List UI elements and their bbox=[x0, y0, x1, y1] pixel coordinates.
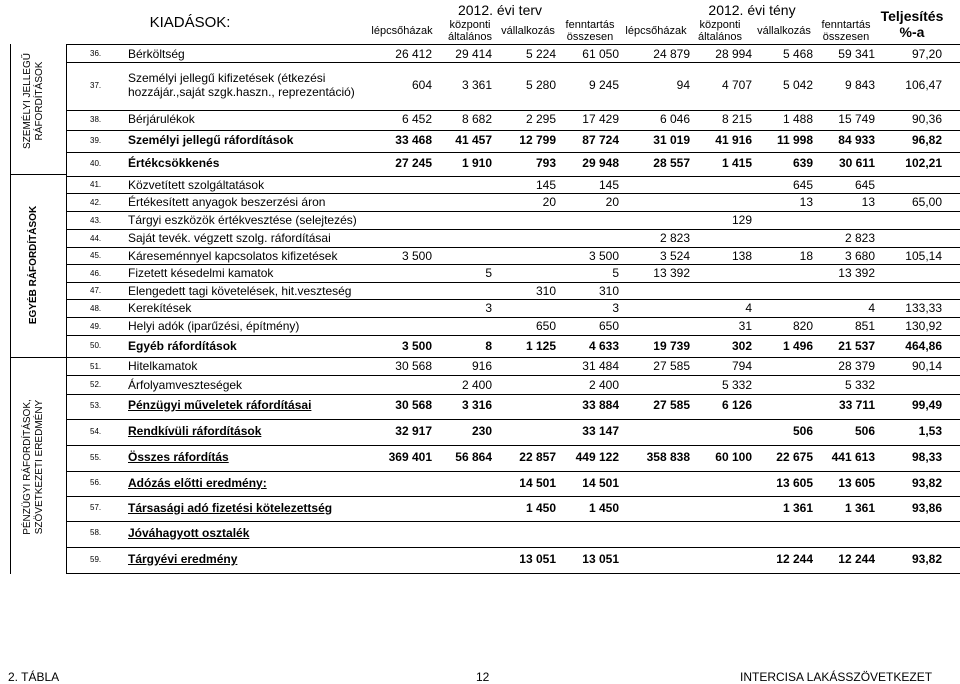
row-label: Bérjárulékok bbox=[128, 112, 195, 126]
row-label: Értékcsökkenés bbox=[128, 156, 220, 170]
value-cell: 3 680 bbox=[844, 248, 875, 263]
value-cell: 5 468 bbox=[782, 46, 813, 61]
footer-page-number: 12 bbox=[476, 670, 490, 684]
value-cell: 464,86 bbox=[905, 338, 942, 353]
value-cell: 87 724 bbox=[582, 133, 619, 147]
value-cell: 11 998 bbox=[776, 133, 813, 147]
value-cell: 31 484 bbox=[582, 359, 619, 373]
row-number: 56. bbox=[90, 478, 102, 487]
header-divider bbox=[66, 44, 960, 45]
value-cell: 3 500 bbox=[401, 248, 432, 263]
row-label: Tárgyévi eredmény bbox=[128, 552, 238, 566]
row-number: 37. bbox=[90, 80, 102, 90]
value-cell: 13 051 bbox=[519, 552, 556, 566]
completion-heading: Teljesítés bbox=[880, 8, 944, 24]
row-label: Közvetített szolgáltatások bbox=[128, 177, 265, 192]
row-number: 43. bbox=[90, 215, 102, 225]
value-cell: 5 bbox=[485, 266, 492, 280]
value-cell: 28 557 bbox=[653, 156, 690, 170]
value-cell bbox=[862, 521, 942, 544]
bottom-border bbox=[66, 573, 960, 574]
value-cell: 2 400 bbox=[461, 377, 492, 392]
table-row bbox=[68, 375, 960, 394]
row-label: Helyi adók (iparűzési, építmény) bbox=[128, 319, 300, 333]
table-row bbox=[68, 176, 960, 193]
row-number: 58. bbox=[90, 528, 102, 537]
value-cell: 93,86 bbox=[911, 500, 942, 515]
value-cell: 33 884 bbox=[582, 398, 619, 412]
col-kozponti-actual-2: általános bbox=[697, 31, 743, 43]
table-row bbox=[68, 152, 960, 174]
value-cell: 99,49 bbox=[911, 398, 942, 412]
value-cell bbox=[862, 282, 942, 299]
value-cell: 230 bbox=[471, 424, 492, 438]
row-label: Káreseménnyel kapcsolatos kifizetések bbox=[128, 248, 338, 263]
row-divider bbox=[66, 211, 960, 212]
row-divider bbox=[66, 193, 960, 194]
value-cell: 650 bbox=[598, 319, 619, 333]
table-row bbox=[68, 110, 960, 128]
value-cell: 1 496 bbox=[782, 338, 813, 353]
value-cell: 129 bbox=[731, 213, 752, 227]
value-cell: 2 823 bbox=[844, 231, 875, 245]
col-fenntartas-plan-2: összesen bbox=[566, 31, 614, 43]
row-divider bbox=[66, 282, 960, 283]
value-cell: 1 450 bbox=[525, 500, 556, 515]
value-cell: 645 bbox=[854, 177, 875, 192]
value-cell: 31 019 bbox=[653, 133, 690, 147]
row-number: 38. bbox=[90, 114, 102, 124]
value-cell: 145 bbox=[535, 177, 556, 192]
value-cell: 96,82 bbox=[911, 133, 942, 147]
row-number: 57. bbox=[90, 503, 102, 512]
row-divider bbox=[66, 496, 960, 497]
row-label: Személyi jellegű ráfordítások bbox=[128, 133, 294, 147]
value-cell: 1 361 bbox=[782, 500, 813, 515]
row-divider bbox=[66, 176, 960, 177]
col-kozponti-actual-1: központi bbox=[699, 19, 741, 31]
row-number: 53. bbox=[90, 400, 102, 410]
value-cell: 3 bbox=[612, 301, 619, 315]
footer-right: INTERCISA LAKÁSSZÖVETKEZET bbox=[740, 670, 933, 684]
value-cell: 1 361 bbox=[844, 500, 875, 515]
section-divider bbox=[10, 357, 66, 358]
value-cell: 21 537 bbox=[838, 338, 875, 353]
value-cell: 13 051 bbox=[582, 552, 619, 566]
value-cell: 33 711 bbox=[838, 398, 875, 412]
table-row bbox=[68, 211, 960, 229]
table-row bbox=[68, 45, 960, 62]
value-cell: 2 295 bbox=[525, 112, 556, 126]
value-cell: 3 bbox=[485, 301, 492, 315]
value-cell: 302 bbox=[731, 338, 752, 353]
row-divider bbox=[66, 375, 960, 376]
row-number: 48. bbox=[90, 303, 102, 313]
value-cell: 1,53 bbox=[918, 424, 942, 438]
value-cell: 793 bbox=[535, 156, 556, 170]
value-cell bbox=[862, 176, 942, 193]
row-divider bbox=[66, 357, 960, 358]
row-number: 47. bbox=[90, 286, 102, 295]
value-cell: 33 468 bbox=[395, 133, 432, 147]
row-divider bbox=[66, 299, 960, 300]
table-row bbox=[68, 193, 960, 211]
table-row bbox=[68, 317, 960, 335]
value-cell: 506 bbox=[854, 424, 875, 438]
value-cell: 441 613 bbox=[831, 450, 875, 464]
row-label: Bérköltség bbox=[128, 46, 185, 61]
row-label: Egyéb ráfordítások bbox=[128, 338, 237, 353]
value-cell: 8 bbox=[485, 338, 492, 353]
value-cell: 12 244 bbox=[776, 552, 813, 566]
value-cell: 17 429 bbox=[582, 112, 619, 126]
value-cell: 29 414 bbox=[455, 46, 492, 61]
value-cell: 30 611 bbox=[838, 156, 875, 170]
value-cell: 369 401 bbox=[388, 450, 432, 464]
value-cell: 9 843 bbox=[844, 78, 875, 92]
value-cell: 105,14 bbox=[905, 248, 942, 263]
value-cell: 650 bbox=[535, 319, 556, 333]
footer-left: 2. TÁBLA bbox=[8, 670, 60, 684]
value-cell: 28 379 bbox=[838, 359, 875, 373]
value-cell: 145 bbox=[598, 177, 619, 192]
value-cell: 9 245 bbox=[588, 78, 619, 92]
value-cell: 3 524 bbox=[659, 248, 690, 263]
value-cell: 41 916 bbox=[715, 133, 752, 147]
row-divider bbox=[66, 317, 960, 318]
value-cell: 90,36 bbox=[911, 112, 942, 126]
kiadasok-heading: KIADÁSOK: bbox=[149, 14, 231, 31]
side-divider bbox=[10, 44, 11, 574]
value-cell: 6 046 bbox=[659, 112, 690, 126]
value-cell: 2 400 bbox=[588, 377, 619, 392]
value-cell: 639 bbox=[792, 156, 813, 170]
value-cell: 5 332 bbox=[721, 377, 752, 392]
value-cell: 1 910 bbox=[461, 156, 492, 170]
value-cell: 1 415 bbox=[721, 156, 752, 170]
value-cell: 15 749 bbox=[838, 112, 875, 126]
row-divider bbox=[66, 445, 960, 446]
row-label: Saját tevék. végzett szolg. ráfordításai bbox=[128, 231, 331, 245]
value-cell bbox=[862, 229, 942, 247]
value-cell: 13 392 bbox=[838, 266, 875, 280]
row-divider bbox=[66, 521, 960, 522]
value-cell: 30 568 bbox=[395, 359, 432, 373]
value-cell: 449 122 bbox=[575, 450, 619, 464]
value-cell: 27 585 bbox=[653, 359, 690, 373]
row-label: Jóváhagyott osztalék bbox=[128, 525, 250, 540]
value-cell: 1 488 bbox=[782, 112, 813, 126]
row-divider bbox=[66, 110, 960, 111]
value-cell: 1 125 bbox=[525, 338, 556, 353]
col-vallalkozas-plan: vállalkozás bbox=[501, 25, 555, 37]
table-row bbox=[68, 282, 960, 299]
value-cell bbox=[862, 375, 942, 394]
value-cell: 1 450 bbox=[588, 500, 619, 515]
row-label: Hitelkamatok bbox=[128, 359, 198, 373]
row-number: 54. bbox=[90, 426, 102, 436]
left-border bbox=[66, 44, 67, 574]
row-number: 55. bbox=[90, 452, 102, 462]
section-divider bbox=[10, 174, 66, 175]
value-cell: 5 280 bbox=[525, 78, 556, 92]
value-cell: 916 bbox=[471, 359, 492, 373]
row-number: 49. bbox=[90, 321, 102, 331]
table-row bbox=[68, 547, 960, 571]
value-cell: 59 341 bbox=[838, 46, 875, 61]
value-cell: 13 605 bbox=[776, 475, 813, 490]
value-cell: 93,82 bbox=[911, 552, 942, 566]
row-label: Személyi jellegű kifizetések (étkezési hozzájár.,saját szgk.haszn., reprezentáció) bbox=[128, 71, 355, 99]
col-kozponti-plan-1: központi bbox=[449, 19, 491, 31]
value-cell: 820 bbox=[792, 319, 813, 333]
value-cell: 4 bbox=[868, 301, 875, 315]
value-cell: 12 244 bbox=[838, 552, 875, 566]
value-cell: 358 838 bbox=[646, 450, 690, 464]
value-cell: 93,82 bbox=[911, 475, 942, 490]
value-cell: 13 bbox=[861, 195, 875, 209]
row-label: Társasági adó fizetési kötelezettség bbox=[128, 500, 333, 515]
col-fenntartas-actual-2: összesen bbox=[822, 31, 870, 43]
value-cell: 97,20 bbox=[911, 46, 942, 61]
value-cell bbox=[862, 211, 942, 229]
value-cell: 106,47 bbox=[905, 78, 942, 92]
row-divider bbox=[66, 335, 960, 336]
value-cell: 3 500 bbox=[401, 338, 432, 353]
value-cell: 310 bbox=[598, 283, 619, 298]
value-cell: 18 bbox=[799, 248, 813, 263]
value-cell: 3 316 bbox=[461, 398, 492, 412]
value-cell: 13 bbox=[799, 195, 813, 209]
value-cell: 14 501 bbox=[582, 475, 619, 490]
completion-pct-heading: %-a bbox=[899, 24, 925, 40]
value-cell: 851 bbox=[854, 319, 875, 333]
value-cell: 5 224 bbox=[525, 46, 556, 61]
col-fenntartas-plan-1: fenntartás bbox=[565, 19, 615, 31]
row-number: 46. bbox=[90, 268, 102, 278]
table-row bbox=[68, 496, 960, 519]
col-lepcsohazak-actual: lépcsőházak bbox=[625, 25, 687, 37]
actual-year-heading: 2012. évi tény bbox=[708, 2, 796, 18]
side-label-egyeb: EGYÉB RÁFORDÍTÁSOK bbox=[28, 205, 39, 325]
value-cell: 5 332 bbox=[844, 377, 875, 392]
value-cell: 24 879 bbox=[653, 46, 690, 61]
value-cell: 102,21 bbox=[905, 156, 942, 170]
value-cell: 14 501 bbox=[519, 475, 556, 490]
value-cell bbox=[862, 264, 942, 282]
col-vallalkozas-actual: vállalkozás bbox=[757, 25, 811, 37]
col-fenntartas-actual-1: fenntartás bbox=[821, 19, 871, 31]
row-number: 36. bbox=[90, 49, 102, 58]
row-divider bbox=[66, 547, 960, 548]
row-divider bbox=[66, 247, 960, 248]
value-cell: 506 bbox=[792, 424, 813, 438]
value-cell: 28 994 bbox=[715, 46, 752, 61]
value-cell: 31 bbox=[738, 319, 752, 333]
value-cell: 5 bbox=[612, 266, 619, 280]
value-cell: 29 948 bbox=[582, 156, 619, 170]
value-cell: 645 bbox=[792, 177, 813, 192]
row-divider bbox=[66, 229, 960, 230]
row-divider bbox=[66, 130, 960, 131]
row-divider bbox=[66, 419, 960, 420]
table-row bbox=[68, 264, 960, 282]
value-cell: 98,33 bbox=[911, 450, 942, 464]
value-cell bbox=[539, 229, 619, 247]
value-cell: 13 605 bbox=[838, 475, 875, 490]
row-divider bbox=[66, 62, 960, 63]
row-divider bbox=[66, 394, 960, 395]
value-cell: 13 392 bbox=[653, 266, 690, 280]
row-label: Pénzügyi műveletek ráfordításai bbox=[128, 398, 312, 412]
side-label-penzugyi: PÉNZÜGYI RÁFORDÍTÁSOK, SZÖVETKEZETI EREDMÉNY bbox=[22, 399, 46, 535]
value-cell: 2 823 bbox=[659, 231, 690, 245]
value-cell: 310 bbox=[535, 283, 556, 298]
row-number: 39. bbox=[90, 135, 102, 145]
row-number: 51. bbox=[90, 361, 102, 371]
value-cell: 6 452 bbox=[401, 112, 432, 126]
value-cell: 26 412 bbox=[395, 46, 432, 61]
table-row bbox=[68, 394, 960, 416]
value-cell: 60 100 bbox=[715, 450, 752, 464]
value-cell: 90,14 bbox=[911, 359, 942, 373]
value-cell: 4 bbox=[745, 301, 752, 315]
row-divider bbox=[66, 471, 960, 472]
table-row bbox=[68, 335, 960, 356]
value-cell: 3 500 bbox=[588, 248, 619, 263]
table-header bbox=[0, 0, 960, 44]
row-number: 52. bbox=[90, 380, 102, 389]
value-cell: 6 126 bbox=[721, 398, 752, 412]
value-cell: 12 799 bbox=[519, 133, 556, 147]
row-number: 44. bbox=[90, 233, 102, 243]
col-kozponti-plan-2: általános bbox=[447, 31, 493, 43]
row-label: Árfolyamveszteségek bbox=[128, 377, 243, 392]
value-cell: 8 215 bbox=[721, 112, 752, 126]
value-cell: 794 bbox=[731, 359, 752, 373]
row-number: 41. bbox=[90, 180, 102, 189]
value-cell: 27 245 bbox=[395, 156, 432, 170]
value-cell: 19 739 bbox=[653, 338, 690, 353]
row-divider bbox=[66, 264, 960, 265]
row-label: Elengedett tagi követelések, hit.veszteség bbox=[128, 283, 352, 298]
row-number: 45. bbox=[90, 251, 102, 260]
value-cell: 20 bbox=[605, 195, 619, 209]
row-label: Adózás előtti eredmény: bbox=[128, 475, 267, 490]
table-row bbox=[68, 357, 960, 375]
value-cell: 4 707 bbox=[721, 78, 752, 92]
value-cell: 56 864 bbox=[455, 450, 492, 464]
table-row bbox=[68, 471, 960, 494]
value-cell: 22 857 bbox=[519, 450, 556, 464]
value-cell: 65,00 bbox=[911, 195, 942, 209]
value-cell: 84 933 bbox=[838, 133, 875, 147]
table-row bbox=[68, 419, 960, 443]
row-number: 40. bbox=[90, 158, 102, 168]
value-cell bbox=[539, 211, 619, 229]
value-cell: 604 bbox=[411, 78, 432, 92]
row-label: Fizetett késedelmi kamatok bbox=[128, 266, 274, 280]
row-label: Rendkívüli ráfordítások bbox=[128, 424, 262, 438]
value-cell: 133,33 bbox=[905, 301, 942, 315]
table-row bbox=[68, 299, 960, 317]
table-row bbox=[68, 247, 960, 264]
row-label: Értékesített anyagok beszerzési áron bbox=[128, 195, 326, 209]
col-lepcsohazak-plan: lépcsőházak bbox=[371, 25, 433, 37]
value-cell: 32 917 bbox=[395, 424, 432, 438]
side-label-szemelyi: SZEMÉLYI JELLEGŰ RÁFORDÍTÁSOK bbox=[22, 53, 45, 149]
row-number: 42. bbox=[90, 197, 102, 207]
row-divider bbox=[66, 152, 960, 153]
value-cell: 4 633 bbox=[588, 338, 619, 353]
row-label: Összes ráfordítás bbox=[128, 450, 229, 464]
value-cell: 94 bbox=[676, 78, 690, 92]
value-cell: 20 bbox=[542, 195, 556, 209]
value-cell bbox=[539, 521, 619, 544]
value-cell: 27 585 bbox=[653, 398, 690, 412]
table-row bbox=[68, 445, 960, 469]
value-cell: 30 568 bbox=[395, 398, 432, 412]
row-number: 50. bbox=[90, 341, 102, 350]
value-cell: 5 042 bbox=[782, 78, 813, 92]
row-number: 59. bbox=[90, 554, 102, 564]
value-cell: 61 050 bbox=[582, 46, 619, 61]
value-cell: 33 147 bbox=[582, 424, 619, 438]
value-cell: 8 682 bbox=[461, 112, 492, 126]
plan-year-heading: 2012. évi terv bbox=[457, 2, 543, 18]
table-row bbox=[68, 521, 960, 544]
value-cell: 130,92 bbox=[905, 319, 942, 333]
row-label: Kerekítések bbox=[128, 301, 192, 315]
row-label: Tárgyi eszközök értékvesztése (selejtezés) bbox=[128, 213, 357, 227]
value-cell: 138 bbox=[731, 248, 752, 263]
table-row bbox=[68, 229, 960, 247]
table-row bbox=[68, 130, 960, 150]
value-cell: 3 361 bbox=[461, 78, 492, 92]
value-cell: 22 675 bbox=[776, 450, 813, 464]
table-row bbox=[68, 62, 960, 108]
value-cell: 41 457 bbox=[455, 133, 492, 147]
